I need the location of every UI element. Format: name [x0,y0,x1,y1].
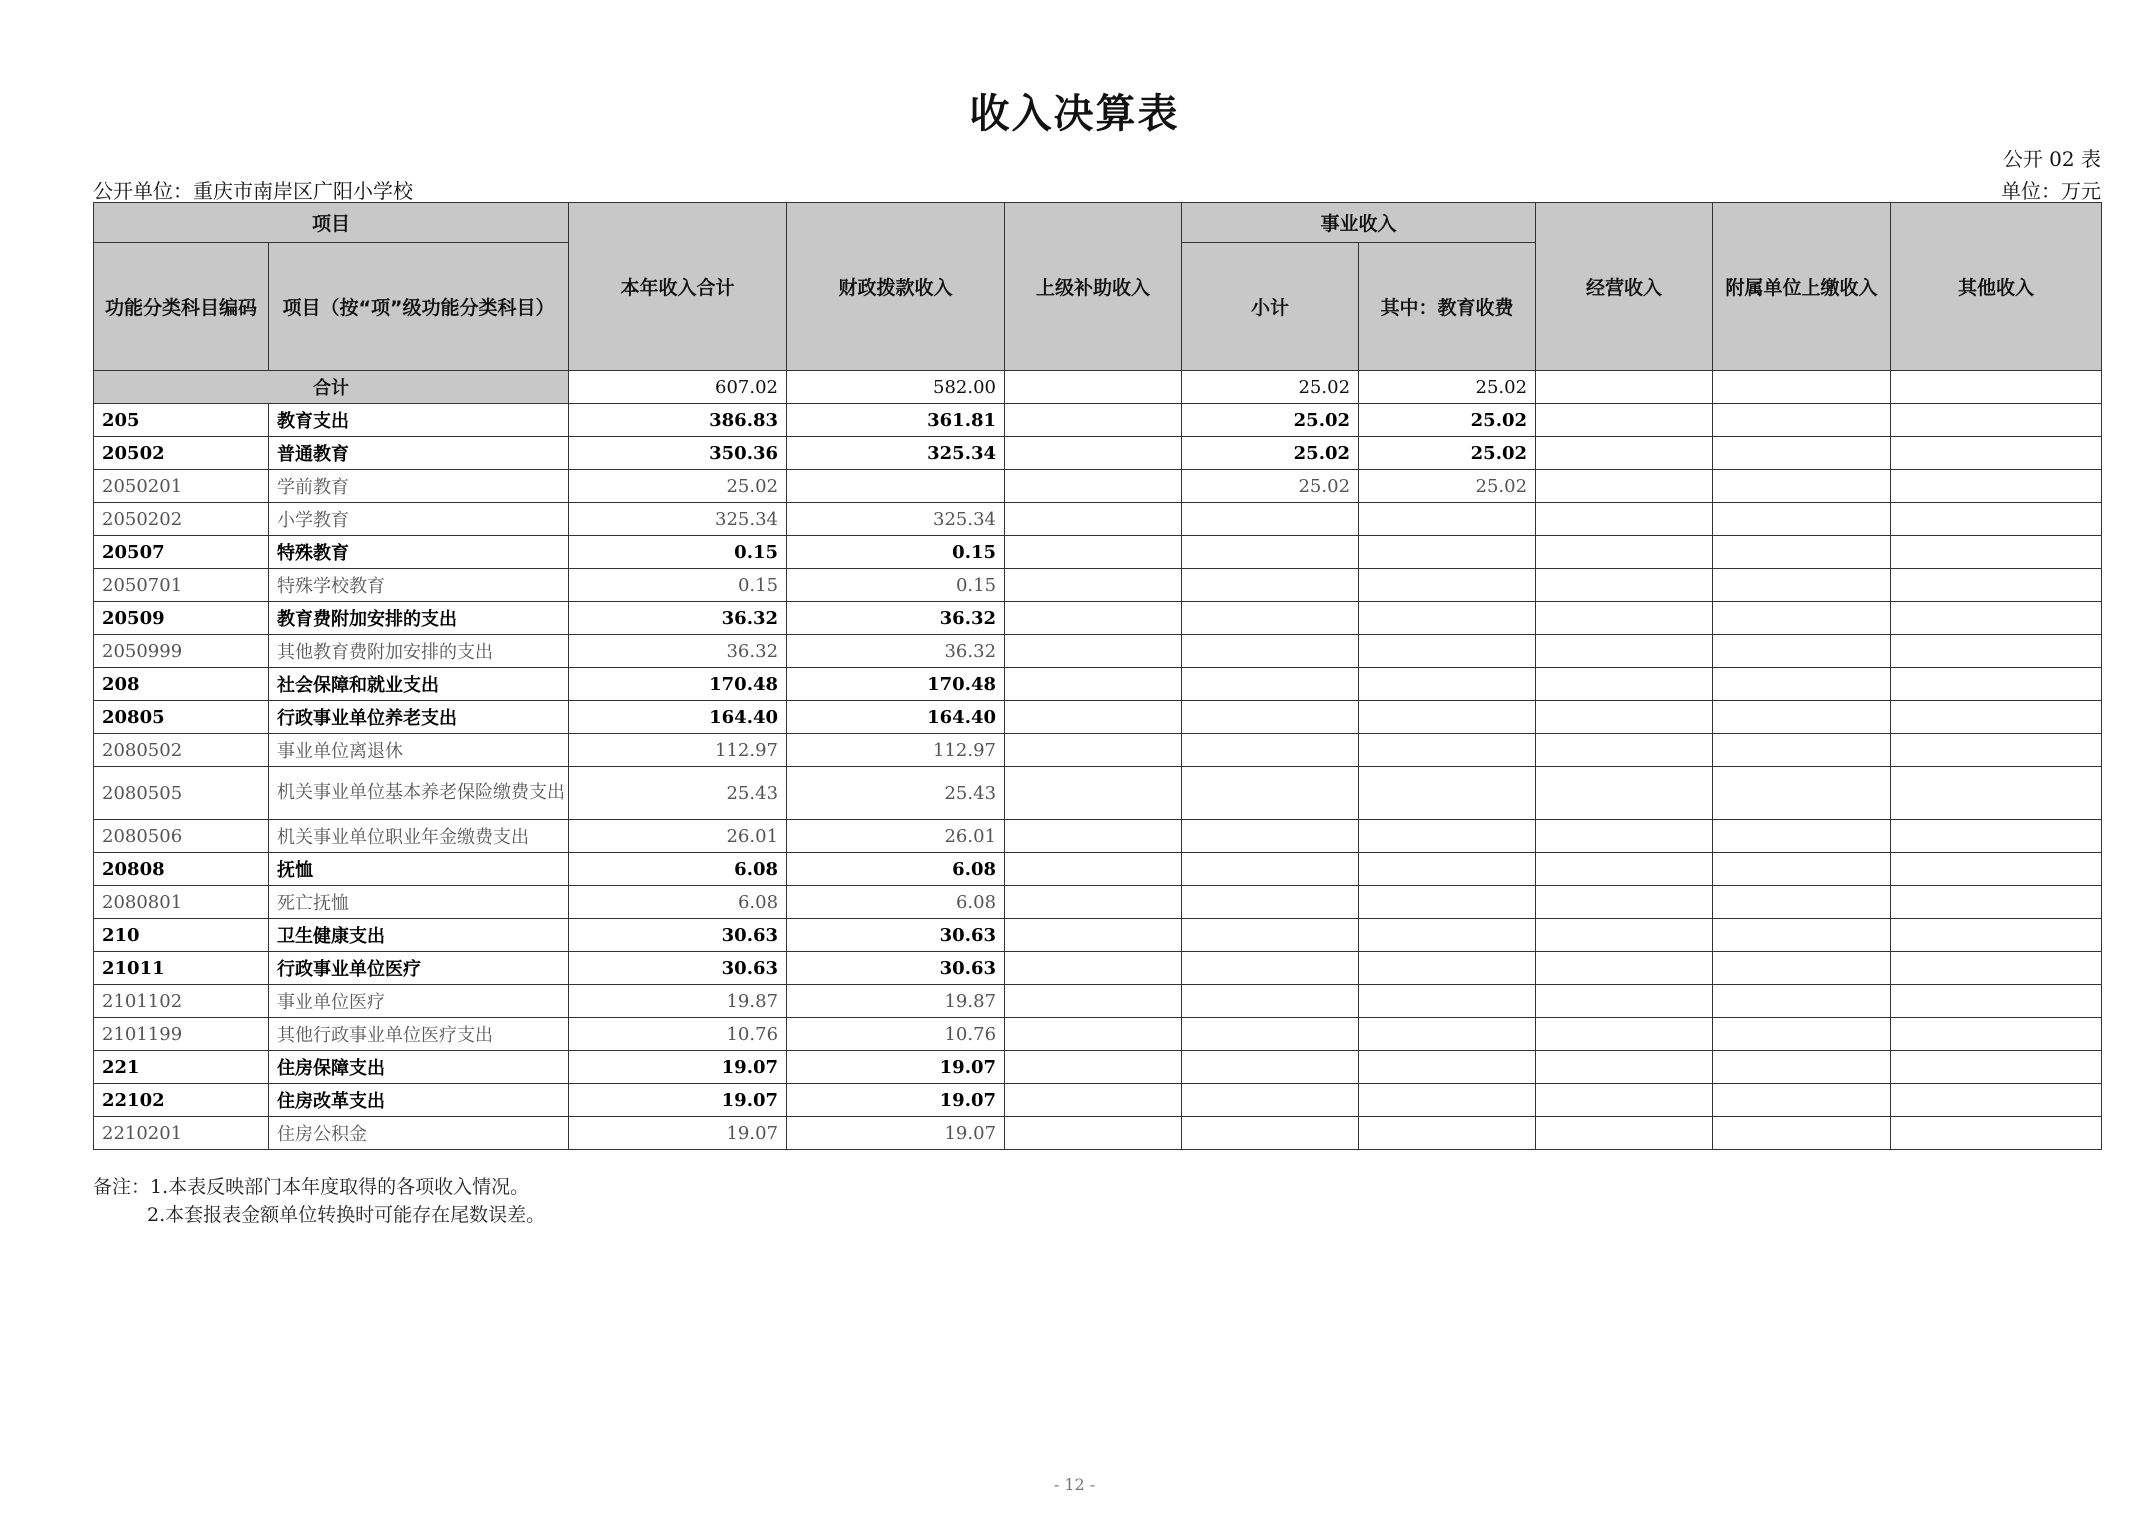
superior-cell [1005,569,1182,602]
edu-fee-cell [1359,503,1536,536]
code-cell: 2050999 [94,635,269,668]
subtotal-cell [1182,701,1359,734]
operating-cell [1536,919,1713,952]
total-other-cell [1891,371,2102,404]
superior-cell [1005,1051,1182,1084]
operating-cell [1536,985,1713,1018]
fiscal-cell: 19.07 [787,1051,1005,1084]
fiscal-cell: 0.15 [787,569,1005,602]
code-cell: 2050201 [94,470,269,503]
code-cell: 2050202 [94,503,269,536]
subtotal-cell [1182,820,1359,853]
subtotal-cell [1182,1018,1359,1051]
code-cell: 2101199 [94,1018,269,1051]
header-operating-income: 经营收入 [1536,203,1713,371]
subtotal-cell [1182,569,1359,602]
edu-fee-cell [1359,1117,1536,1150]
header-total-income: 本年收入合计 [569,203,787,371]
affiliated-cell [1713,569,1891,602]
other-cell [1891,404,2102,437]
other-cell [1891,919,2102,952]
affiliated-cell [1713,1084,1891,1117]
operating-cell [1536,536,1713,569]
fiscal-cell: 0.15 [787,536,1005,569]
header-business-income: 事业收入 [1182,203,1536,243]
table-row [94,602,2102,635]
operating-cell [1536,1018,1713,1051]
header-other-income: 其他收入 [1891,203,2102,371]
table-row [94,886,2102,919]
table-row [94,569,2102,602]
total-income-cell: 19.07 [569,1117,787,1150]
affiliated-cell [1713,734,1891,767]
superior-cell [1005,886,1182,919]
superior-cell [1005,952,1182,985]
other-cell [1891,734,2102,767]
other-cell [1891,853,2102,886]
name-cell: 特殊学校教育 [269,569,569,602]
subtotal-cell: 25.02 [1182,404,1359,437]
note-line-1: 备注：1.本表反映部门本年度取得的各项收入情况。 [93,1176,530,1198]
code-cell: 208 [94,668,269,701]
edu-fee-cell [1359,668,1536,701]
name-cell: 社会保障和就业支出 [269,668,569,701]
edu-fee-cell: 25.02 [1359,404,1536,437]
header-affiliated-income: 附属单位上缴收入 [1713,203,1891,371]
superior-cell [1005,734,1182,767]
fiscal-cell: 325.34 [787,437,1005,470]
other-cell [1891,952,2102,985]
other-cell [1891,536,2102,569]
total-income-cell: 170.48 [569,668,787,701]
operating-cell [1536,404,1713,437]
name-cell: 事业单位医疗 [269,985,569,1018]
fiscal-cell: 26.01 [787,820,1005,853]
total-income-cell: 10.76 [569,1018,787,1051]
total-fiscal-cell: 582.00 [787,371,1005,404]
notes [93,1173,545,1229]
edu-fee-cell [1359,569,1536,602]
superior-cell [1005,1117,1182,1150]
other-cell [1891,820,2102,853]
fiscal-cell: 36.32 [787,635,1005,668]
table-row [94,734,2102,767]
operating-cell [1536,734,1713,767]
subtotal-cell [1182,952,1359,985]
operating-cell [1536,437,1713,470]
edu-fee-cell [1359,734,1536,767]
total-income-cell: 607.02 [569,371,787,404]
total-label: 合计 [94,371,569,404]
edu-fee-cell [1359,1018,1536,1051]
fiscal-cell: 361.81 [787,404,1005,437]
edu-fee-cell [1359,985,1536,1018]
superior-cell [1005,503,1182,536]
code-cell: 2080801 [94,886,269,919]
table-row [94,820,2102,853]
other-cell [1891,668,2102,701]
edu-fee-cell [1359,853,1536,886]
total-income-cell: 350.36 [569,437,787,470]
other-cell [1891,985,2102,1018]
subtotal-cell [1182,668,1359,701]
affiliated-cell [1713,602,1891,635]
affiliated-cell [1713,1117,1891,1150]
total-income-cell: 164.40 [569,701,787,734]
total-income-cell: 0.15 [569,536,787,569]
edu-fee-cell: 25.02 [1359,470,1536,503]
subtotal-cell [1182,985,1359,1018]
other-cell [1891,503,2102,536]
edu-fee-cell [1359,820,1536,853]
code-cell: 20805 [94,701,269,734]
total-superior-cell [1005,371,1182,404]
total-income-cell: 30.63 [569,952,787,985]
affiliated-cell [1713,1018,1891,1051]
superior-cell [1005,1084,1182,1117]
edu-fee-cell [1359,602,1536,635]
affiliated-cell [1713,952,1891,985]
superior-cell [1005,985,1182,1018]
affiliated-cell [1713,985,1891,1018]
income-statement-table [93,202,2102,1150]
operating-cell [1536,886,1713,919]
affiliated-cell [1713,668,1891,701]
edu-fee-cell [1359,952,1536,985]
total-income-cell: 36.32 [569,635,787,668]
total-operating-cell [1536,371,1713,404]
superior-cell [1005,853,1182,886]
operating-cell [1536,1051,1713,1084]
code-cell: 2080505 [94,767,269,820]
fiscal-cell: 325.34 [787,503,1005,536]
name-cell: 机关事业单位基本养老保险缴费支出 [269,767,569,820]
code-cell: 2050701 [94,569,269,602]
header-item-name: 项目（按“项”级功能分类科目） [269,243,569,371]
name-cell: 教育支出 [269,404,569,437]
other-cell [1891,635,2102,668]
code-cell: 2080502 [94,734,269,767]
other-cell [1891,569,2102,602]
fiscal-cell: 19.07 [787,1084,1005,1117]
superior-cell [1005,470,1182,503]
edu-fee-cell [1359,635,1536,668]
other-cell [1891,1051,2102,1084]
table-row [94,536,2102,569]
fiscal-cell: 36.32 [787,602,1005,635]
other-cell [1891,602,2102,635]
name-cell: 住房公积金 [269,1117,569,1150]
code-cell: 221 [94,1051,269,1084]
subtotal-cell [1182,853,1359,886]
operating-cell [1536,820,1713,853]
affiliated-cell [1713,470,1891,503]
currency-unit: 单位：万元 [2001,179,2101,203]
fiscal-cell: 25.43 [787,767,1005,820]
name-cell: 机关事业单位职业年金缴费支出 [269,820,569,853]
operating-cell [1536,602,1713,635]
operating-cell [1536,503,1713,536]
total-income-cell: 19.07 [569,1051,787,1084]
table-row [94,701,2102,734]
name-cell: 住房改革支出 [269,1084,569,1117]
subtotal-cell [1182,635,1359,668]
code-cell: 2210201 [94,1117,269,1150]
name-cell: 其他教育费附加安排的支出 [269,635,569,668]
total-income-cell: 25.02 [569,470,787,503]
fiscal-cell: 19.87 [787,985,1005,1018]
fiscal-cell: 112.97 [787,734,1005,767]
other-cell [1891,701,2102,734]
total-income-cell: 19.07 [569,1084,787,1117]
affiliated-cell [1713,503,1891,536]
other-cell [1891,886,2102,919]
affiliated-cell [1713,536,1891,569]
affiliated-cell [1713,919,1891,952]
fiscal-cell: 164.40 [787,701,1005,734]
total-income-cell: 112.97 [569,734,787,767]
total-income-cell: 19.87 [569,985,787,1018]
header-fiscal-appropriation: 财政拨款收入 [787,203,1005,371]
table-row [94,1018,2102,1051]
name-cell: 行政事业单位医疗 [269,952,569,985]
subtotal-cell [1182,1084,1359,1117]
total-income-cell: 325.34 [569,503,787,536]
name-cell: 行政事业单位养老支出 [269,701,569,734]
total-income-cell: 6.08 [569,853,787,886]
table-row [94,1117,2102,1150]
edu-fee-cell [1359,701,1536,734]
fiscal-cell: 30.63 [787,952,1005,985]
table-row [94,437,2102,470]
name-cell: 死亡抚恤 [269,886,569,919]
code-cell: 2080506 [94,820,269,853]
page-number: - 12 - [1053,1475,1096,1494]
other-cell [1891,1018,2102,1051]
superior-cell [1005,437,1182,470]
report-title: 收入决算表 [969,91,1180,137]
affiliated-cell [1713,1051,1891,1084]
total-edu-fee-cell: 25.02 [1359,371,1536,404]
code-cell: 20509 [94,602,269,635]
edu-fee-cell [1359,919,1536,952]
subtotal-cell [1182,767,1359,820]
edu-fee-cell [1359,767,1536,820]
superior-cell [1005,701,1182,734]
code-cell: 205 [94,404,269,437]
fiscal-cell [787,470,1005,503]
table-row [94,919,2102,952]
operating-cell [1536,470,1713,503]
table-row [94,985,2102,1018]
operating-cell [1536,1084,1713,1117]
operating-cell [1536,1117,1713,1150]
edu-fee-cell [1359,886,1536,919]
superior-cell [1005,1018,1182,1051]
other-cell [1891,1084,2102,1117]
fiscal-cell: 6.08 [787,853,1005,886]
table-row [94,668,2102,701]
subtotal-cell [1182,536,1359,569]
header-education-fee: 其中：教育收费 [1359,243,1536,371]
other-cell [1891,470,2102,503]
superior-cell [1005,767,1182,820]
subtotal-cell [1182,886,1359,919]
name-cell: 教育费附加安排的支出 [269,602,569,635]
name-cell: 卫生健康支出 [269,919,569,952]
fiscal-cell: 30.63 [787,919,1005,952]
fiscal-cell: 10.76 [787,1018,1005,1051]
total-row [94,371,2102,404]
total-income-cell: 30.63 [569,919,787,952]
table-row [94,503,2102,536]
subtotal-cell: 25.02 [1182,470,1359,503]
total-income-cell: 26.01 [569,820,787,853]
name-cell: 其他行政事业单位医疗支出 [269,1018,569,1051]
subtotal-cell [1182,1117,1359,1150]
code-cell: 20502 [94,437,269,470]
edu-fee-cell [1359,1051,1536,1084]
superior-cell [1005,668,1182,701]
fiscal-cell: 19.07 [787,1117,1005,1150]
code-cell: 210 [94,919,269,952]
edu-fee-cell [1359,1084,1536,1117]
code-cell: 20808 [94,853,269,886]
operating-cell [1536,952,1713,985]
code-cell: 22102 [94,1084,269,1117]
operating-cell [1536,701,1713,734]
affiliated-cell [1713,635,1891,668]
affiliated-cell [1713,820,1891,853]
reporting-entity: 公开单位：重庆市南岸区广阳小学校 [93,179,413,203]
header-project: 项目 [94,203,569,243]
name-cell: 住房保障支出 [269,1051,569,1084]
affiliated-cell [1713,437,1891,470]
subtotal-cell [1182,602,1359,635]
name-cell: 事业单位离退休 [269,734,569,767]
fiscal-cell: 170.48 [787,668,1005,701]
code-cell: 2101102 [94,985,269,1018]
code-cell: 21011 [94,952,269,985]
superior-cell [1005,404,1182,437]
operating-cell [1536,635,1713,668]
operating-cell [1536,569,1713,602]
superior-cell [1005,536,1182,569]
operating-cell [1536,767,1713,820]
table-row [94,1051,2102,1084]
header-function-code: 功能分类科目编码 [94,243,269,371]
table-row [94,1084,2102,1117]
edu-fee-cell [1359,536,1536,569]
total-income-cell: 25.43 [569,767,787,820]
header-subtotal: 小计 [1182,243,1359,371]
subtotal-cell [1182,919,1359,952]
total-affiliated-cell [1713,371,1891,404]
name-cell: 特殊教育 [269,536,569,569]
table-row [94,952,2102,985]
affiliated-cell [1713,404,1891,437]
table-row [94,635,2102,668]
table-row [94,853,2102,886]
header-superior-subsidy: 上级补助收入 [1005,203,1182,371]
superior-cell [1005,602,1182,635]
affiliated-cell [1713,767,1891,820]
subtotal-cell [1182,1051,1359,1084]
total-income-cell: 36.32 [569,602,787,635]
name-cell: 小学教育 [269,503,569,536]
total-subtotal-cell: 25.02 [1182,371,1359,404]
superior-cell [1005,820,1182,853]
fiscal-cell: 6.08 [787,886,1005,919]
affiliated-cell [1713,853,1891,886]
superior-cell [1005,919,1182,952]
edu-fee-cell: 25.02 [1359,437,1536,470]
total-income-cell: 0.15 [569,569,787,602]
total-income-cell: 6.08 [569,886,787,919]
operating-cell [1536,668,1713,701]
other-cell [1891,767,2102,820]
affiliated-cell [1713,886,1891,919]
name-cell: 学前教育 [269,470,569,503]
code-cell: 20507 [94,536,269,569]
other-cell [1891,437,2102,470]
subtotal-cell [1182,734,1359,767]
subtotal-cell: 25.02 [1182,437,1359,470]
name-cell: 普通教育 [269,437,569,470]
name-cell: 抚恤 [269,853,569,886]
affiliated-cell [1713,701,1891,734]
total-income-cell: 386.83 [569,404,787,437]
note-line-2: 2.本套报表金额单位转换时可能存在尾数误差。 [147,1204,546,1226]
superior-cell [1005,635,1182,668]
table-row [94,470,2102,503]
operating-cell [1536,853,1713,886]
table-row [94,767,2102,820]
subtotal-cell [1182,503,1359,536]
other-cell [1891,1117,2102,1150]
table-row [94,404,2102,437]
form-number: 公开 02 表 [2002,147,2101,171]
